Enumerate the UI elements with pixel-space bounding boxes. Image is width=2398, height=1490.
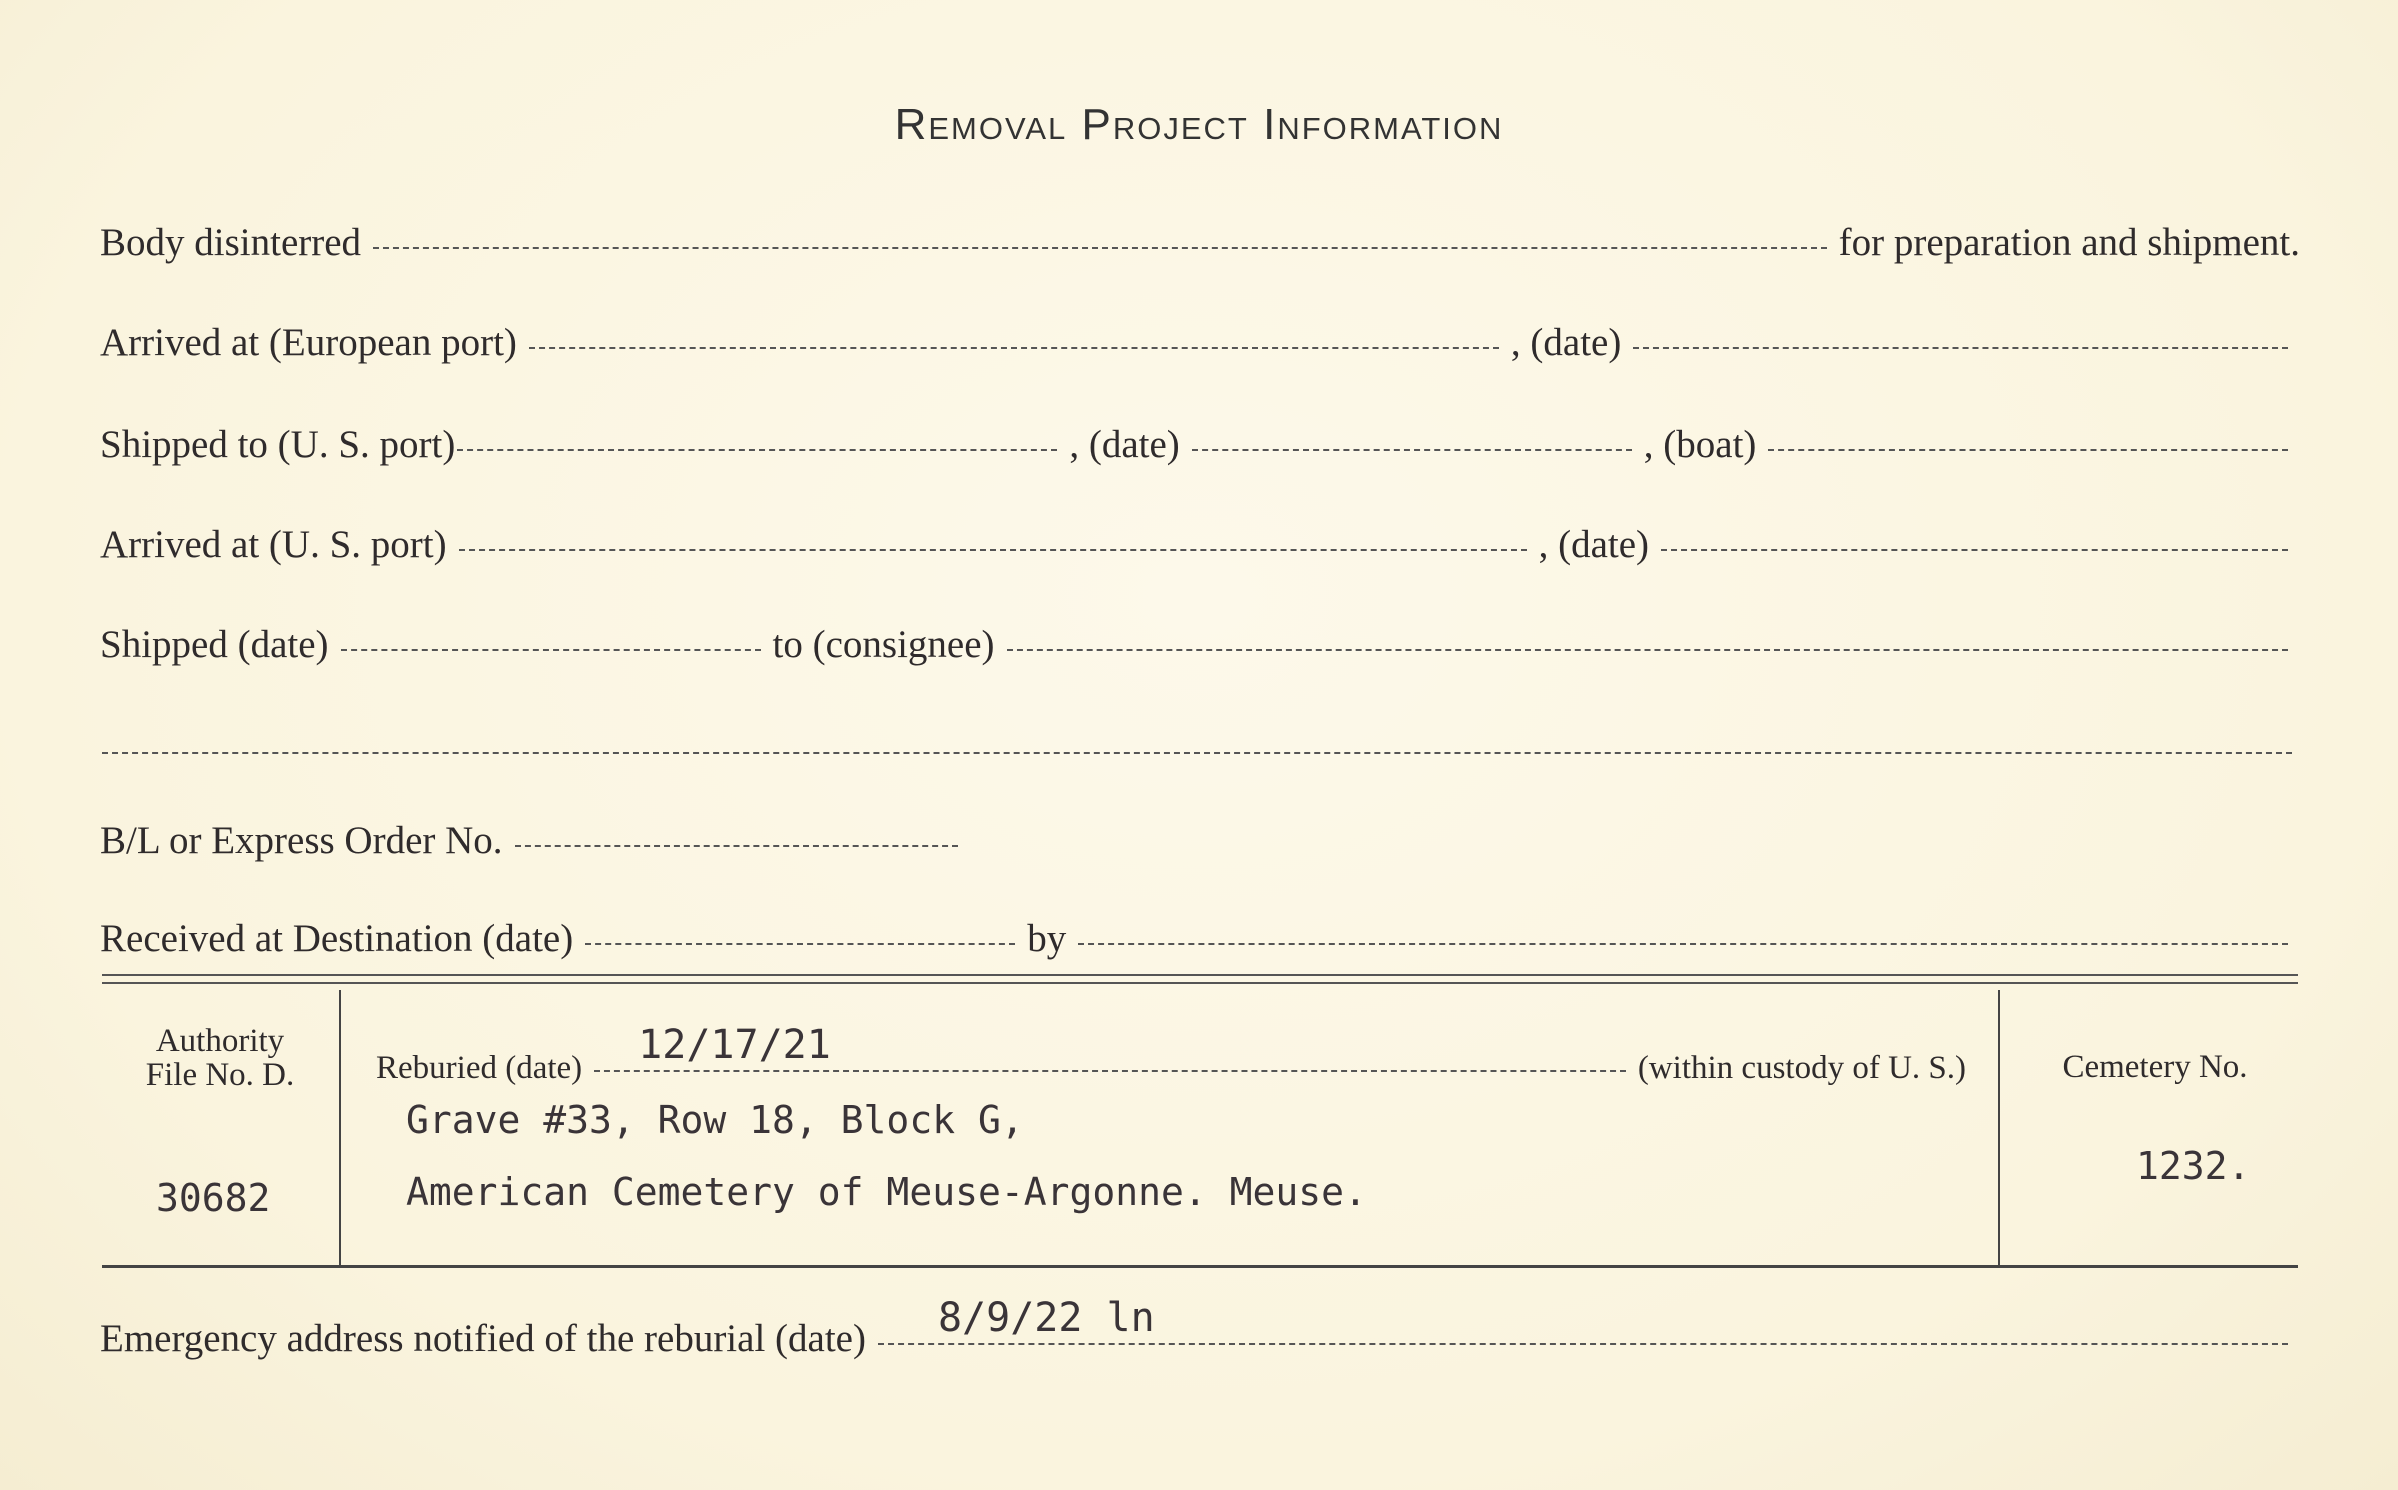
body-disinterred-field[interactable] [373,247,1827,249]
reburied-date-value: 12/17/21 [638,1022,831,1068]
bl-order-row [100,818,970,863]
emergency-row [100,1295,2300,1361]
consignee-continuation-line[interactable] [102,752,2292,754]
body-disinterred-label: Body disinterred [100,221,362,264]
reburied-date-field[interactable] [594,1022,1626,1072]
by-label: by [1027,917,1067,960]
shipped-date-field[interactable] [341,649,761,651]
arrived-us-row [100,522,2300,567]
received-row [100,916,2300,961]
box-divider-right [1998,990,2000,1265]
grave-location-line1: Grave #33, Row 18, Block G, [406,1098,1024,1142]
shipped-date-label: Shipped (date) [100,623,329,666]
boat-field[interactable] [1768,449,2288,451]
emergency-label: Emergency address notified of the reburial (date) [100,1317,866,1360]
box-divider-left [339,990,341,1265]
emergency-date-field[interactable] [878,1295,2288,1345]
arrived-us-date-label: , (date) [1538,523,1650,566]
consignee-field[interactable] [1007,649,2288,651]
shipped-us-row [100,422,2300,467]
us-port-field[interactable] [457,449,1057,451]
authority-file-number: 30682 [156,1176,271,1220]
card-title: Removal Project Information [894,100,1504,149]
received-label: Received at Destination (date) [100,917,574,960]
shipped-date-row [100,622,2300,667]
arrived-european-label: Arrived at (European port) [100,321,517,364]
arrived-us-port-field[interactable] [459,549,1527,551]
authority-label-line1: Authority [155,1023,285,1059]
shipped-us-date-label: , (date) [1069,423,1180,466]
reburied-label: Reburied (date) [376,1050,583,1086]
reburied-row [376,1022,1966,1087]
custody-note: (within custody of U. S.) [1637,1050,1966,1086]
box-top-rule-2 [102,982,2298,984]
preparation-shipment-label: for preparation and shipment. [1838,221,2300,264]
boat-label: , (boat) [1643,423,1757,466]
authority-label-line2: File No. D. [145,1057,295,1093]
arrived-european-date-label: , (date) [1510,321,1622,364]
received-by-field[interactable] [1078,943,2288,945]
shipped-us-label: Shipped to (U. S. port) [100,423,456,466]
shipped-us-date-field[interactable] [1192,449,1632,451]
european-port-field[interactable] [529,347,1499,349]
european-date-field[interactable] [1633,347,2288,349]
cemetery-label: Cemetery No. [2062,1049,2248,1085]
arrived-us-date-field[interactable] [1661,549,2288,551]
emergency-date-value: 8/9/22 ln [937,1295,1155,1341]
grave-location-line2: American Cemetery of Meuse-Argonne. Meuse. [406,1170,1367,1214]
received-date-field[interactable] [585,943,1015,945]
bl-order-field[interactable] [515,845,958,847]
body-disinterred-row [100,220,2300,265]
authority-label [110,1024,330,1092]
consignee-label: to (consignee) [772,623,995,666]
box-bottom-rule [102,1265,2298,1268]
arrived-european-row [100,320,2300,365]
box-top-rule [102,974,2298,976]
bl-order-label: B/L or Express Order No. [100,819,503,862]
cemetery-number: 1232. [2136,1144,2251,1188]
arrived-us-label: Arrived at (U. S. port) [100,523,447,566]
